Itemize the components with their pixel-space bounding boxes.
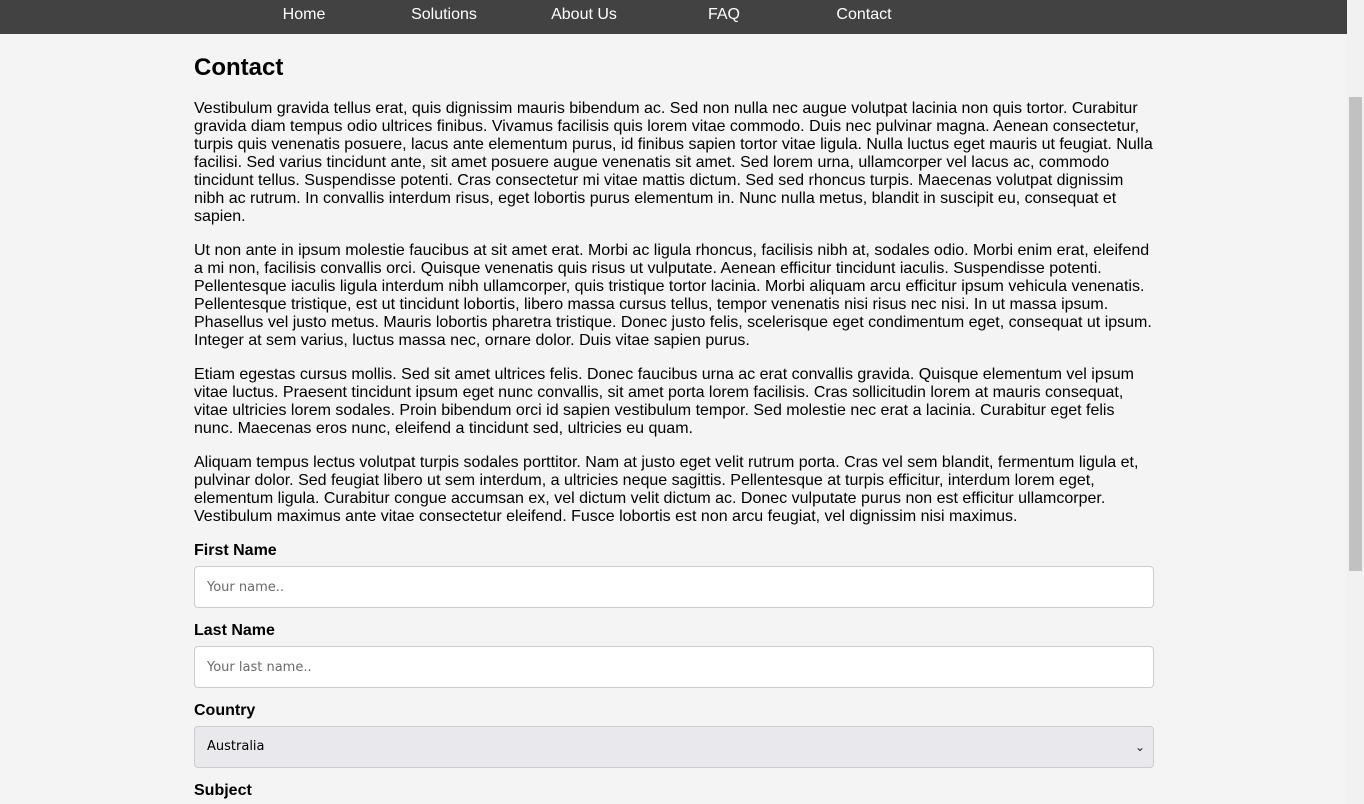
nav-item-about-us[interactable]: About Us: [551, 6, 617, 23]
chevron-down-icon: ⌄: [1134, 740, 1145, 754]
last-name-input[interactable]: [194, 646, 1154, 688]
top-navbar: [0, 0, 1347, 34]
last-name-label: Last Name: [194, 622, 275, 639]
main-content: [194, 52, 1154, 800]
intro-paragraph-1: Vestibulum gravida tellus erat, quis dignissim mauris bibendum ac. Sed non nulla nec augue volutpat lacinia non quis tortor. Curabitur gravida diam tempus odio ultrices finibus. Vivamus facilisis quis lorem vitae commodo. Duis nec pulvinar magna. Aenean consectetur, turpis quis venenatis posuere, lacus ante elementum purus, id finibus sapien tortor vitae ligula. Nulla luctus eget mauris ut feugiat. Nulla facilisi. Sed varius tincidunt ante, sit amet posuere augue venenatis sit amet. Sed lorem urna, ullamcorper vel lacus ac, commodo tincidunt tellus. Suspendisse potenti. Cras consectetur mi vitae mattis dictum. Sed sed rhoncus turpis. Maecenas volutpat dignissim nibh ac rutrum. In convallis interdum risus, eget lobortis purus elementum in. Nunc nulla metus, blandit in suscipit eu, consequat et sapien.: [194, 100, 1153, 225]
vertical-scrollbar[interactable]: [1347, 0, 1364, 804]
nav-item-contact[interactable]: Contact: [836, 6, 892, 23]
first-name-input[interactable]: [194, 566, 1154, 608]
country-selected-value: Australia: [207, 739, 265, 754]
country-select[interactable]: [194, 726, 1154, 768]
subject-label: Subject: [194, 782, 252, 799]
nav-item-home[interactable]: Home: [282, 6, 326, 23]
intro-paragraph-4: Aliquam tempus lectus volutpat turpis sodales porttitor. Nam at justo eget velit rutrum porta. Cras vel sem blandit, fermentum ligula et, pulvinar dolor. Sed feugiat libero ut sem interdum, a ultricies neque sagittis. Pellentesque at turpis efficitur, interdum lorem eget, elementum ligula. Curabitur congue accumsan ex, vel dictum velit dictum ac. Donec vulputate purus non est efficitur ullamcorper. Vestibulum maximus ante vitae consectetur eleifend. Fusce lobortis est non arcu feugiat, vel dignissim nisi maximus.: [194, 454, 1139, 525]
country-label: Country: [194, 702, 256, 719]
scrollbar-thumb[interactable]: [1349, 97, 1362, 571]
first-name-label: First Name: [194, 542, 277, 559]
contact-form: [194, 542, 1154, 800]
nav-item-solutions[interactable]: Solutions: [411, 6, 477, 23]
intro-paragraph-3: Etiam egestas cursus mollis. Sed sit amet ultrices felis. Donec faucibus urna ac erat convallis gravida. Quisque elementum vel ipsum vitae luctus. Praesent tincidunt ipsum eget nunc convallis, sit amet porta lorem facilisis. Cras sollicitudin lorem at mauris consequat, vitae ultricies lorem sodales. Proin bibendum orci id sapien vestibulum tempor. Sed molestie nec erat a lacinia. Curabitur eget felis nunc. Maecenas eros nunc, eleifend a tincidunt sed, ultricies eu quam.: [194, 366, 1134, 437]
nav-item-faq[interactable]: FAQ: [707, 6, 740, 23]
page-title: Contact: [194, 54, 284, 81]
intro-paragraph-2: Ut non ante in ipsum molestie faucibus at sit amet erat. Morbi ac ligula rhoncus, facilisis nibh at, sodales odio. Morbi enim erat, eleifend a mi non, facilisis convallis orci. Quisque venenatis quis risus ut vulputate. Aenean efficitur tincidunt iaculis. Suspendisse potenti. Pellentesque iaculis ligula interdum nibh ullamcorper, quis tristique tortor lacinia. Morbi aliquam arcu efficitur ipsum vehicula venenatis. Pellentesque tristique, est ut tincidunt lobortis, libero massa cursus tellus, tempor venenatis nisi risus nec nisi. In ut massa ipsum. Phasellus vel justo metus. Mauris lobortis pharetra tristique. Donec justo felis, scelerisque eget condimentum eget, consequat ut ipsum. Integer at sem varius, luctus massa nec, ornare dolor. Duis vitae sapien purus.: [194, 242, 1152, 349]
